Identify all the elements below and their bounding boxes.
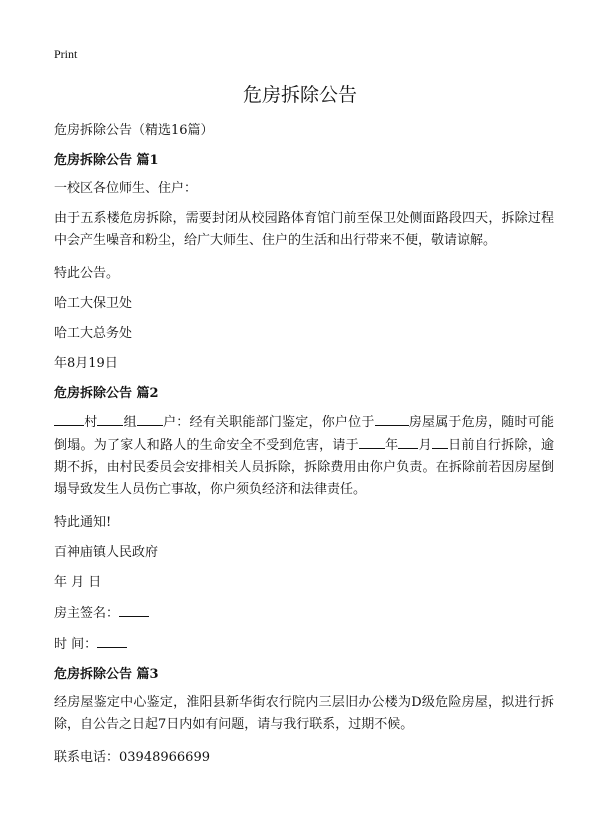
notice-text: 月 [418,438,432,453]
blank-line [97,411,123,426]
notice-text: 日前自行拆除，逾期不拆，由村民委员会安排相关人员拆除，拆除费用由你户负责。在拆除前若因房屋倒塌导致发生人员伤亡事故，你户须负经济和法律责任。 [54,438,554,497]
time-blank [97,633,127,648]
section-1-closing: 特此公告。 [54,266,120,281]
section-2-time-row [54,633,554,656]
print-link[interactable]: Print [54,47,78,61]
owner-signature-blank [119,602,149,617]
section-3-contact: 联系电话：03948966699 [54,750,210,765]
blank-line [432,434,448,449]
notice-text: 户：经有关职能部门鉴定，你户位于 [162,415,375,430]
section-1-signer-1: 哈工大保卫处 [54,296,133,311]
section-2-body [54,411,554,501]
blank-line [375,411,409,426]
owner-signature-label: 房主签名： [54,606,120,621]
section-2-heading: 危房拆除公告 篇2 [54,386,159,401]
section-3-body: 经房屋鉴定中心鉴定，淮阳县新华街农行院内三层旧办公楼为D级危险房屋，拟进行拆除，自公告之日起7日内如有问题，请与我行联系，过期不候。 [54,695,554,732]
section-2-signer: 百神庙镇人民政府 [54,545,159,560]
blank-line [359,434,385,449]
notice-text: 村 [84,415,98,430]
blank-line [398,434,418,449]
section-1-date: 年8月19日 [54,356,118,371]
blank-line [54,411,84,426]
notice-text: 组 [123,415,137,430]
section-1-salutation: 一校区各位师生、住户： [54,181,198,196]
blank-line [137,411,163,426]
document-body [54,120,554,777]
subtitle: 危房拆除公告（精选16篇） [54,123,214,138]
section-1-signer-2: 哈工大总务处 [54,326,133,341]
section-1-body: 由于五系楼危房拆除，需要封闭从校园路体育馆门前至保卫处侧面路段四天，拆除过程中会产生噪音和粉尘，给广大师生、住户的生活和出行带来不便，敬请谅解。 [54,211,554,248]
page-title: 危房拆除公告 [242,84,357,106]
section-2-date: 年 月 日 [54,575,102,590]
section-3-heading: 危房拆除公告 篇3 [54,667,159,682]
time-label: 时 间： [54,637,98,652]
notice-text: 房屋属于危房，随时可能倒塌。为了家人和路人的生命安全不受到危害，请于 [54,415,554,453]
section-2-closing: 特此通知! [54,515,112,530]
section-2-sign-row [54,602,554,625]
notice-text: 年 [384,438,399,453]
section-1-heading: 危房拆除公告 篇1 [54,153,159,168]
